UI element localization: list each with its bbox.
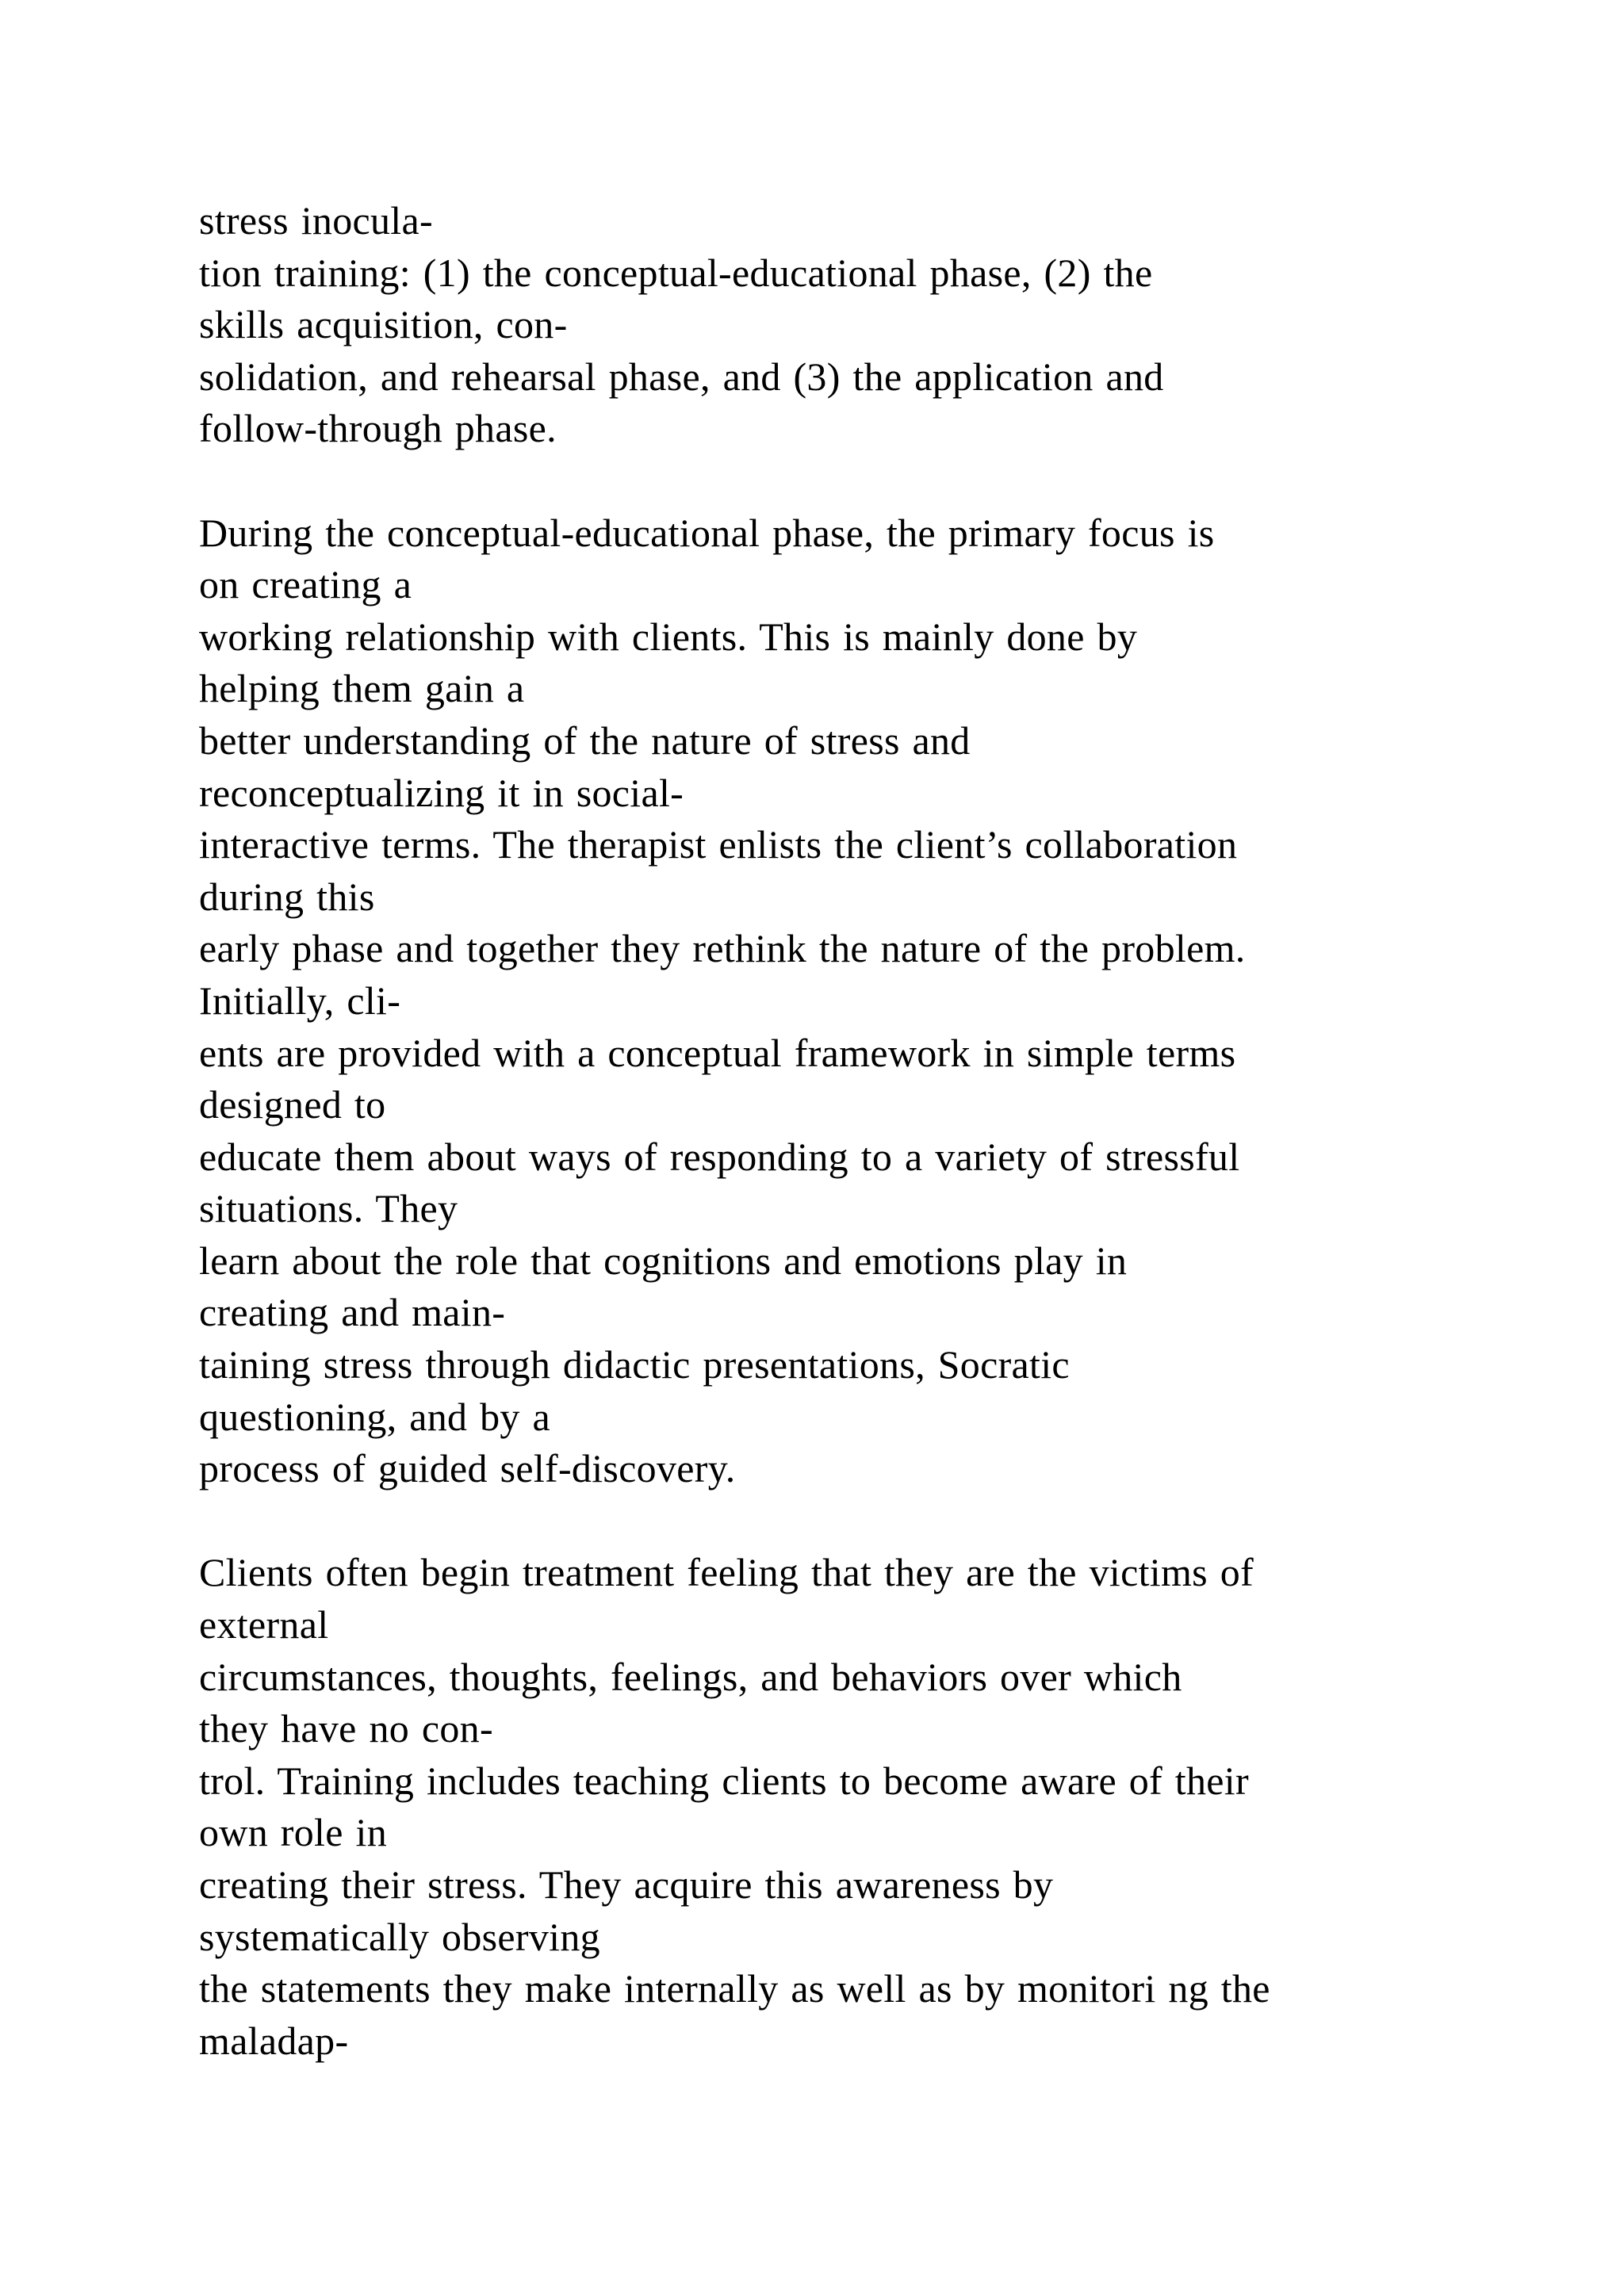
text-line: process of guided self-discovery. bbox=[199, 1446, 736, 1491]
text-line: creating their stress. They acquire this awareness by bbox=[199, 1862, 1054, 1907]
text-line: working relationship with clients. This is mainly done by bbox=[199, 614, 1138, 659]
text-line: situations. They bbox=[199, 1186, 458, 1231]
body-text bbox=[199, 195, 1547, 2067]
text-line: during this bbox=[199, 874, 375, 919]
text-line: the statements they make internally as well as by monitori ng the bbox=[199, 1966, 1270, 2011]
text-line: circumstances, thoughts, feelings, and behaviors over which bbox=[199, 1654, 1182, 1699]
text-line: external bbox=[199, 1602, 329, 1647]
paragraph-2 bbox=[199, 507, 1547, 1495]
text-line: skills acquisition, con- bbox=[199, 302, 568, 347]
text-line: learn about the role that cognitions and emotions play in bbox=[199, 1238, 1128, 1283]
text-line: on creating a bbox=[199, 562, 412, 607]
text-line: stress inocula- bbox=[199, 198, 433, 243]
text-line: creating and main- bbox=[199, 1290, 506, 1335]
text-line: they have no con- bbox=[199, 1706, 493, 1751]
text-line: follow-through phase. bbox=[199, 406, 557, 451]
paragraph-3 bbox=[199, 1547, 1547, 2067]
text-line: solidation, and rehearsal phase, and (3) the application and bbox=[199, 354, 1164, 399]
text-line: taining stress through didactic presentations, Socratic bbox=[199, 1342, 1070, 1387]
text-line: trol. Training includes teaching clients to become aware of their bbox=[199, 1758, 1249, 1803]
text-line: better understanding of the nature of stress and bbox=[199, 718, 971, 763]
text-line: Clients often begin treatment feeling that they are the victims of bbox=[199, 1550, 1254, 1595]
text-line: helping them gain a bbox=[199, 666, 525, 711]
text-line: reconceptualizing it in social- bbox=[199, 770, 684, 815]
text-line: systematically observing bbox=[199, 1914, 600, 1959]
text-line: Initially, cli- bbox=[199, 978, 401, 1023]
text-line: During the conceptual-educational phase, the primary focus is bbox=[199, 510, 1215, 555]
text-line: ents are provided with a conceptual framework in simple terms bbox=[199, 1030, 1236, 1075]
text-line: designed to bbox=[199, 1082, 386, 1127]
text-line: tion training: (1) the conceptual-educational phase, (2) the bbox=[199, 250, 1153, 295]
text-line: own role in bbox=[199, 1810, 388, 1855]
text-line: early phase and together they rethink the nature of the problem. bbox=[199, 926, 1246, 971]
paragraph-1 bbox=[199, 195, 1547, 455]
text-line: interactive terms. The therapist enlists the client’s collaboration bbox=[199, 822, 1238, 867]
text-line: questioning, and by a bbox=[199, 1394, 551, 1439]
text-line: educate them about ways of responding to a variety of stressful bbox=[199, 1134, 1240, 1179]
text-line: maladap- bbox=[199, 2018, 349, 2063]
